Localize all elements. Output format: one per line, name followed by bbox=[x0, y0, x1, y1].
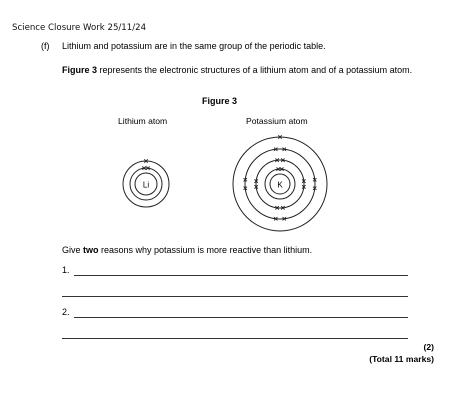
answer-line-3-label: 2. bbox=[62, 307, 70, 317]
answer-line-4[interactable] bbox=[62, 338, 408, 339]
answer-line-1-label: 1. bbox=[62, 265, 70, 275]
lithium-atom-diagram bbox=[123, 159, 169, 207]
answer-line-1[interactable] bbox=[74, 275, 408, 276]
prompt-before: Give bbox=[62, 245, 84, 255]
answer-line-2[interactable] bbox=[62, 296, 408, 297]
lithium-atom-label: Lithium atom bbox=[118, 116, 168, 126]
lithium-symbol: Li bbox=[142, 180, 150, 190]
potassium-atom-diagram bbox=[233, 135, 327, 231]
question-text: Lithium and potassium are in the same group of the periodic table. bbox=[62, 41, 326, 51]
figure-reference: Figure 3 bbox=[62, 65, 98, 75]
question-number: (f) bbox=[41, 41, 50, 51]
page-header: Science Closure Work 25/11/24 bbox=[12, 23, 147, 33]
total-marks: (Total 11 marks) bbox=[369, 354, 434, 364]
potassium-symbol: K bbox=[277, 180, 283, 190]
question-prompt bbox=[62, 245, 312, 255]
answer-line-3[interactable] bbox=[74, 317, 408, 318]
prompt-bold: two bbox=[83, 245, 99, 255]
prompt-after: reasons why potassium is more reactive than lithium. bbox=[98, 245, 313, 255]
figure-description-text: represents the electronic structures of a lithium atom and of a potassium atom. bbox=[97, 65, 413, 75]
potassium-atom-label: Potassium atom bbox=[246, 116, 308, 126]
marks-available: (2) bbox=[423, 342, 434, 352]
figure-title: Figure 3 bbox=[202, 96, 238, 106]
